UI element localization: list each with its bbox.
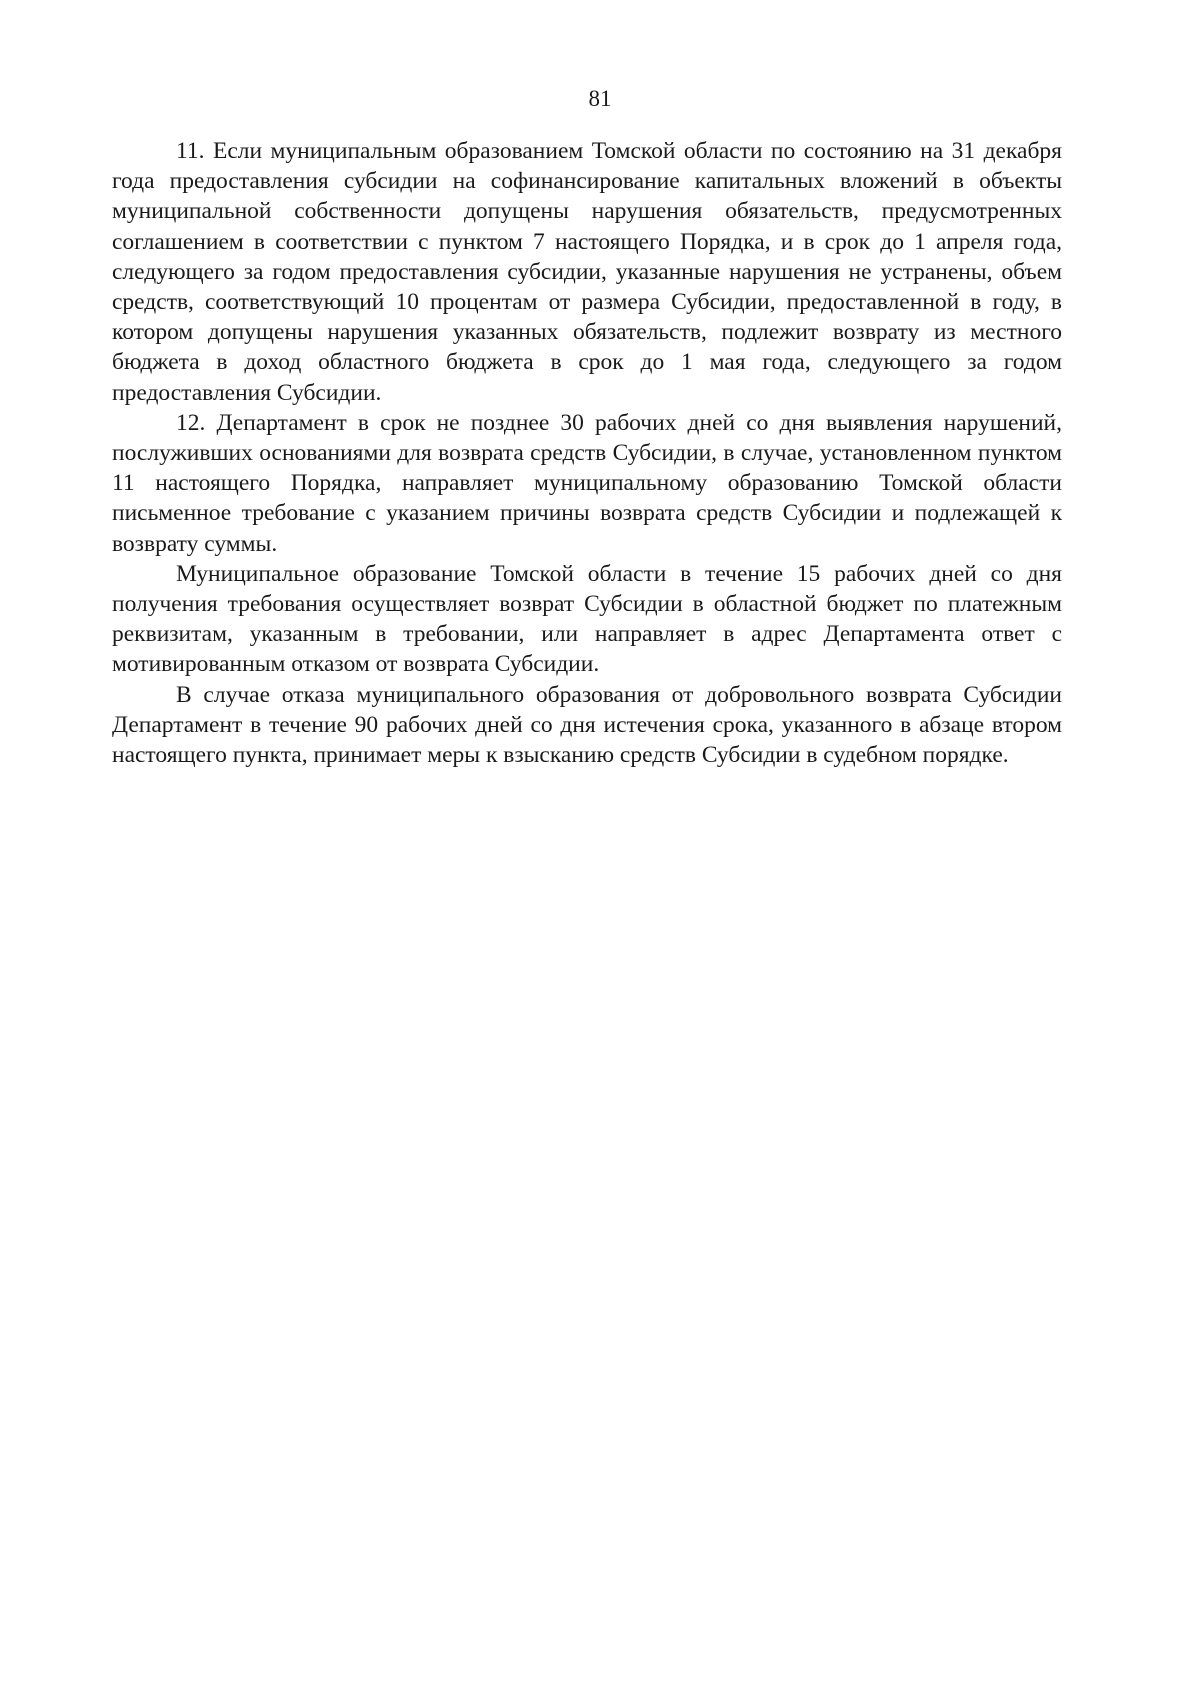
paragraph-item-12: 12. Департамент в срок не позднее 30 рабочих дней со дня выявления нарушений, послуживших основаниями для возврата средств Субсидии, в случае, установленном пунктом 11 настоящего Порядка, направляет муниципальному образованию Томской области письменное требование с указанием причины возврата средств Субсидии и подлежащей к возврату суммы. <box>112 409 1062 557</box>
paragraph-item-11: 11. Если муниципальным образованием Томской области по состоянию на 31 декабря года предоставления субсидии на софинансирование капитальных вложений в объекты муниципальной собственности допущены нарушения обязательств, предусмотренных соглашением в соответствии с пунктом 7 настоящего Порядка, и в срок до 1 апреля года, следующего за годом предоставления субсидии, указанные нарушения не устранены, объем средств, соответствующий 10 процентам от размера Субсидии, предоставленной в году, в котором допущены нарушения указанных обязательств, подлежит возврату из местного бюджета в доход областного бюджета в срок до 1 мая года, следующего за годом предоставления Субсидии. <box>112 138 1062 406</box>
document-body <box>112 136 1062 770</box>
page-number: 81 <box>588 86 612 111</box>
paragraph-refusal-procedure: В случае отказа муниципального образования от добровольного возврата Субсидии Департамент в течение 90 рабочих дней со дня истечения срока, указанного в абзаце втором настоящего пункта, принимает меры к взысканию средств Субсидии в судебном порядке. <box>112 681 1062 769</box>
paragraph-return-procedure: Муниципальное образование Томской области в течение 15 рабочих дней со дня получения требования осуществляет возврат Субсидии в областной бюджет по платежным реквизитам, указанным в требовании, или направляет в адрес Департамента ответ с мотивированным отказом от возврата Субсидии. <box>112 560 1062 678</box>
